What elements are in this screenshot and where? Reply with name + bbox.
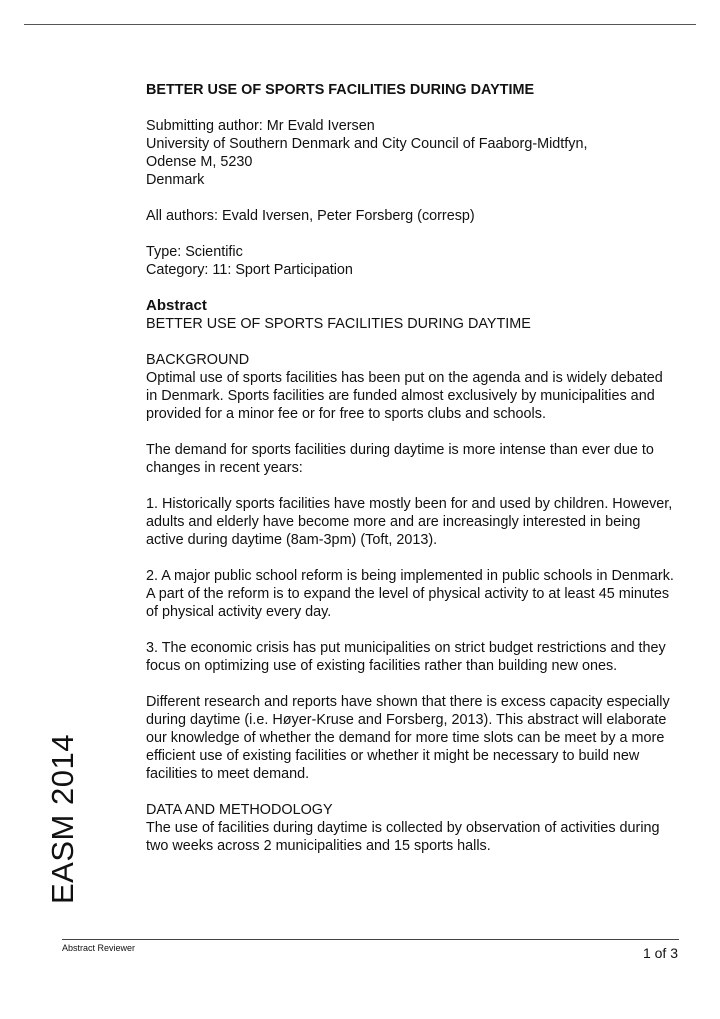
- abstract-heading: Abstract: [146, 297, 207, 314]
- page-title: BETTER USE OF SPORTS FACILITIES DURING DAYTIME: [146, 82, 535, 98]
- author-block: [146, 117, 676, 189]
- point-2: 2. A major public school reform is being implemented in public schools in Denmark. A part of the reform is to expand the level of physical activity to at least 45 minutes of physical activity every day.: [146, 568, 674, 620]
- point-3: 3. The economic crisis has put municipalities on strict budget restrictions and they focus on optimizing use of existing facilities rather than building new ones.: [146, 640, 666, 674]
- all-authors: All authors: Evald Iversen, Peter Forsberg (corresp): [146, 208, 475, 224]
- abstract-subtitle: BETTER USE OF SPORTS FACILITIES DURING DAYTIME: [146, 316, 531, 332]
- demand-paragraph: The demand for sports facilities during daytime is more intense than ever due to changes in recent years:: [146, 442, 654, 476]
- footer-divider: [62, 939, 679, 940]
- affiliation-line-2: Odense M, 5230: [146, 154, 253, 170]
- data-methodology-section: [146, 801, 676, 855]
- footer-reviewer-label: Abstract Reviewer: [62, 943, 136, 953]
- point-1: 1. Historically sports facilities have mostly been for and used by children. However, adults and elderly have become more and are increasingly interested in being active during daytime (8am-3pm) (Toft, 2013).: [146, 496, 673, 548]
- top-divider: [24, 24, 696, 25]
- background-section: [146, 351, 676, 423]
- data-text: The use of facilities during daytime is collected by observation of activities during two weeks across 2 municipalities and 15 sports halls.: [146, 820, 660, 854]
- affiliation-line-1: University of Southern Denmark and City Council of Faaborg-Midtfyn,: [146, 136, 588, 152]
- category: Category: 11: Sport Participation: [146, 262, 353, 278]
- research-paragraph: Different research and reports have shown that there is excess capacity especially during daytime (i.e. Høyer-Kruse and Forsberg, 2013). This abstract will elaborate our knowledge of whether the demand for more time slots can be meet by a more efficient use of existing facilities or whether it might be necessary to build new facilities to meet demand.: [146, 694, 670, 782]
- page-number: 1 of 3: [642, 945, 678, 961]
- country: Denmark: [146, 172, 205, 188]
- submitting-author: Submitting author: Mr Evald Iversen: [146, 118, 375, 134]
- abstract-intro: [146, 297, 676, 333]
- conference-side-label: EASM 2014: [45, 734, 80, 904]
- data-heading: DATA AND METHODOLOGY: [146, 802, 333, 818]
- background-heading: BACKGROUND: [146, 352, 250, 368]
- document-body: [146, 81, 676, 873]
- background-text: Optimal use of sports facilities has been put on the agenda and is widely debated in Denmark. Sports facilities are funded almost exclusively by municipalities and provided for a minor fee or for free to sports clubs and schools.: [146, 370, 663, 422]
- type-category-block: [146, 243, 676, 279]
- type: Type: Scientific: [146, 244, 243, 260]
